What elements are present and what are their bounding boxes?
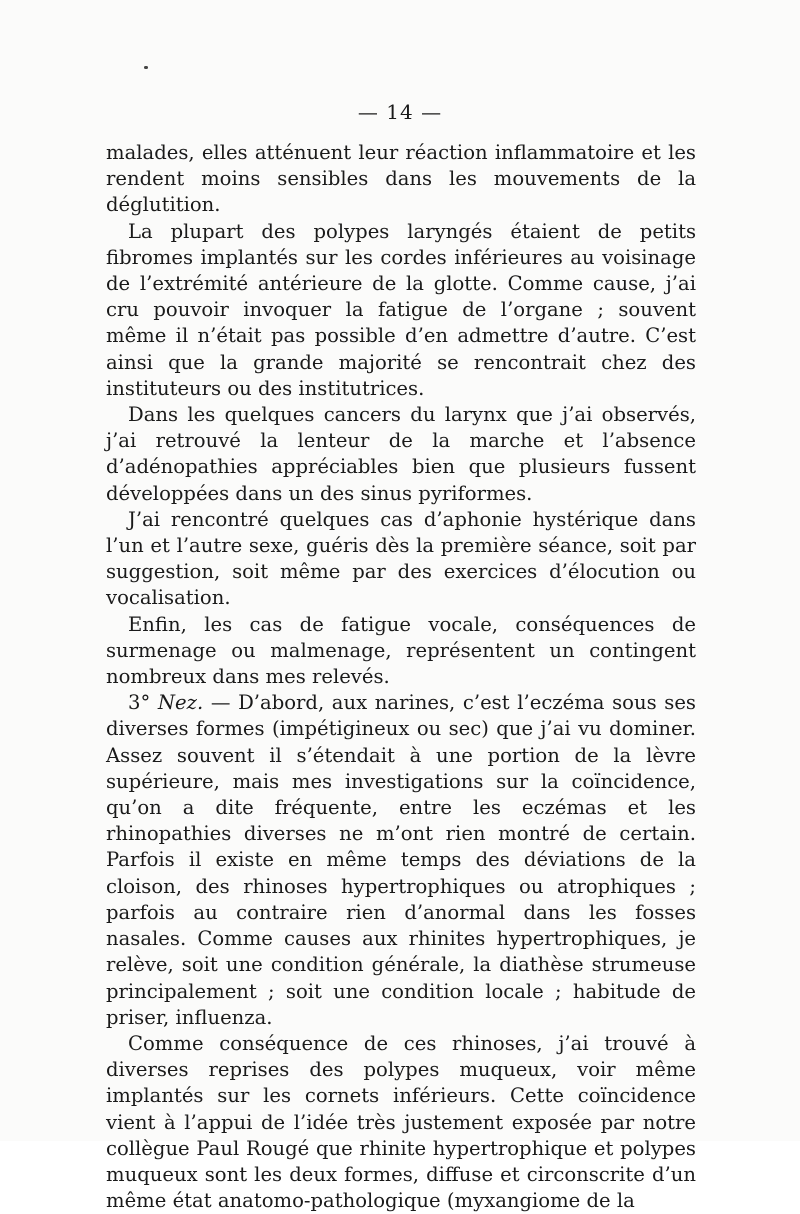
body-text: [106, 140, 696, 1214]
paragraph-nez: [106, 690, 696, 1031]
paragraph-1: malades, elles atténuent leur réaction inflammatoire et les rendent moins sensibles dans les mouvements de la déglutition.: [106, 141, 696, 217]
page-number: — 14 —: [357, 100, 443, 124]
paragraph-3: Dans les quelques cancers du larynx que j’ai observés, j’ai retrouvé la lenteur de la marche et l’absence d’adénopathies appréciables bien que plusieurs fussent développées dans un des sinus pyriformes.: [106, 403, 696, 505]
paragraph-last: Comme conséquence de ces rhinoses, j’ai trouvé à diverses reprises des polypes muqueux, voir même implantés sur les cornets inférieurs. Cette coïncidence vient à l’appui de l’idée très justement exposée par notre collègue Paul Rougé que rhinite hypertrophique et polypes muqueux sont les deux formes, diffuse et circonscrite d’un même état anatomo-pathologique (myxangiome de la: [106, 1031, 696, 1213]
ink-speck: [144, 66, 148, 69]
section-text: — D’abord, aux narines, c’est l’eczéma sous ses diverses formes (impétigineux ou sec) que j’ai vu dominer. Assez souvent il s’étendait à une portion de la lèvre supérieure, mais mes investigations sur la coïncidence, qu’on a dite fréquente, entre les eczémas et les rhinopathies diverses ne m’ont rien montré de certain. Parfois il existe en même temps des déviations de la cloison, des rhinoses hypertrophiques ou atrophiques ; parfois au contraire rien d’anormal dans les fosses nasales. Comme causes aux rhinites hypertrophiques, je relève, soit une condition générale, la diathèse strumeuse principalement ; soit une condition locale ; habitude de priser, influenza.: [106, 691, 696, 1029]
paragraph-5: Enfin, les cas de fatigue vocale, conséquences de surmenage ou malmenage, représentent un contingent nombreux dans mes relevés.: [106, 612, 696, 689]
paragraph-4: J’ai rencontré quelques cas d’aphonie hystérique dans l’un et l’autre sexe, guéris dès la première séance, soit par suggestion, soit même par des exercices d’élocution ou vocalisation.: [106, 507, 696, 610]
section-heading: Nez.: [157, 691, 204, 715]
section-number: 3°: [128, 691, 151, 715]
paragraph-2: La plupart des polypes laryngés étaient de petits fibromes implantés sur les cordes inférieures au voisinage de l’extrémité antérieure de la glotte. Comme cause, j’ai cru pouvoir invoquer la fatigue de l’organe ; souvent même il n’était pas possible d’en admettre d’autre. C’est ainsi que la grande majorité se rencontrait chez des instituteurs ou des institutrices.: [106, 219, 696, 400]
